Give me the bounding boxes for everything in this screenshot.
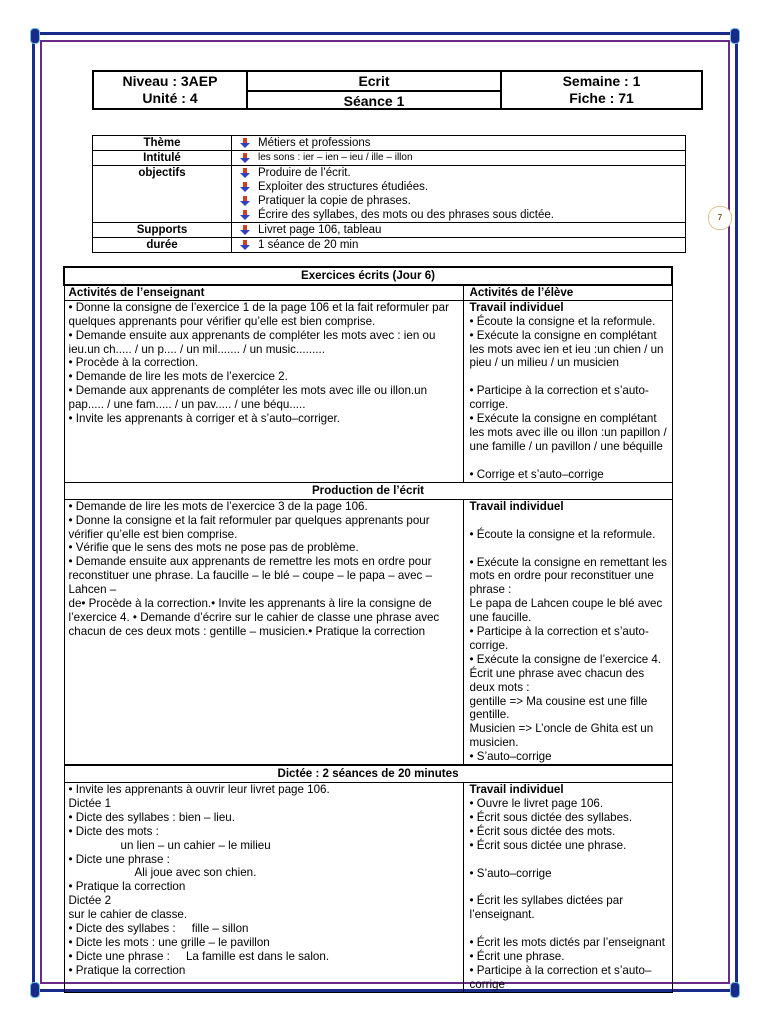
activities-table: [63, 266, 673, 993]
teacher-line: un lien – un cahier – le milieu: [120, 838, 271, 852]
student-line: • Écoute la consigne et la reformule.: [469, 527, 656, 541]
student-line: [470, 542, 668, 556]
student-head: Travail individuel: [469, 783, 564, 796]
student-line: • Participe à la correction et s’auto–corrige: [469, 964, 652, 991]
student-line: • Écrit les syllabes dictées par l’enseignant.: [469, 894, 624, 922]
teacher-line: • Demande de lire les mots de l’exercice 3 de la page 106.: [68, 499, 368, 513]
sec2-title: Production de l’écrit: [64, 482, 672, 499]
supports-label: Supports: [93, 223, 232, 238]
student-line: [470, 514, 668, 528]
student-line: • Exécute la consigne de l’exercice 4.: [469, 652, 662, 666]
teacher-line: • Donne la consigne de l’exercice 1 de la page 106 et la fait reformuler par quelques apprenants pour vérifier qu’elle est bien comprise.: [68, 300, 449, 328]
duree-value: 1 séance de 20 min: [258, 239, 359, 251]
arrow-bullet-icon: [240, 182, 250, 192]
student-line: [470, 922, 668, 936]
student-line: • Corrige et s’auto–corrige: [469, 467, 604, 481]
objectif-item: Produire de l’écrit.: [258, 167, 351, 179]
corner-ornament: [30, 28, 40, 44]
objectif-item: Écrire des syllabes, des mots ou des phrases sous dictée.: [258, 209, 554, 221]
fiche: Fiche : 71: [569, 90, 634, 106]
header-session-cell: [248, 72, 502, 108]
teacher-line: Dictée 2: [68, 894, 112, 908]
teacher-line: • Demande de lire les mots de l’exercice 2.: [68, 370, 288, 384]
semaine: Semaine : 1: [562, 73, 641, 89]
teacher-line: • Procède à la correction.: [68, 356, 199, 370]
intitule-value: les sons : ier – ien – ieu / ille – illon: [258, 152, 413, 163]
ecrit: Ecrit: [248, 72, 500, 92]
student-line: • S’auto–corrige: [469, 866, 552, 880]
student-line: [470, 454, 668, 468]
student-line: Écrit une phrase avec chacun des deux mots :: [469, 666, 645, 694]
intitule-label: Intitulé: [93, 151, 232, 166]
teacher-line: sur le cahier de classe.: [68, 908, 188, 922]
student-line: [470, 370, 668, 384]
student-line: Musicien => L’oncle de Ghita est un musicien.: [469, 722, 654, 750]
student-line: • Écrit sous dictée des syllabes.: [469, 810, 633, 824]
teacher-line: • Dicte des mots :: [68, 824, 159, 838]
student-line: [470, 853, 668, 867]
arrow-bullet-icon: [240, 240, 250, 250]
corner-ornament: [30, 982, 40, 998]
student-line: • Écrit une phrase.: [469, 950, 565, 964]
student-line: [470, 880, 668, 894]
student-head: Travail individuel: [469, 499, 564, 513]
sec2-student-cell: [463, 499, 672, 765]
teacher-line: • Dicte les mots : une grille – le pavillon: [68, 935, 270, 949]
student-line: • Écrit sous dictée une phrase.: [469, 838, 627, 852]
teacher-line: • Dicte des syllabes : fille – sillon: [68, 922, 249, 936]
page-tab[interactable]: 7: [708, 206, 732, 230]
student-line: • Ouvre le livret page 106.: [469, 796, 604, 810]
teacher-line: • Invite les apprenants à ouvrir leur livret page 106.: [68, 783, 330, 796]
student-line: • Écrit sous dictée des mots.: [469, 824, 616, 838]
duree-label: durée: [93, 238, 232, 253]
student-line: gentille => Ma cousine est une fille gentille.: [469, 694, 648, 722]
col-student-header: Activités de l’élève: [463, 285, 672, 300]
objectif-item: Exploiter des structures étudiées.: [258, 181, 429, 193]
student-line: • S’auto–corrige: [469, 750, 552, 764]
teacher-line: • Dicte une phrase :: [68, 852, 170, 866]
teacher-line: • Vérifie que le sens des mots ne pose pas de problème.: [68, 541, 359, 555]
teacher-line: • Donne la consigne et la fait reformuler par quelques apprenants pour vérifier qu’elle est bien comprise.: [68, 513, 430, 541]
objectif-item: Pratiquer la copie de phrases.: [258, 195, 411, 207]
theme-label: Thème: [93, 136, 232, 151]
arrow-bullet-icon: [240, 196, 250, 206]
teacher-line: • Demande ensuite aux apprenants de remettre les mots en ordre pour reconstituer une phrase. La faucille – le blé – coupe – le papa – avec – Lahcen –: [68, 555, 433, 597]
teacher-line: • Dicte des syllabes : bien – lieu.: [68, 810, 235, 824]
header-level-cell: [94, 72, 248, 108]
sec3-title: Dictée : 2 séances de 20 minutes: [64, 765, 672, 782]
arrow-bullet-icon: [240, 168, 250, 178]
student-line: • Participe à la correction et s’auto-corrige.: [469, 384, 649, 412]
theme-value: Métiers et professions: [258, 137, 371, 149]
teacher-line: • Demande ensuite aux apprenants de compléter les mots avec : ien ou ieu.un ch..... / un p.... / un mil....... / un music.........: [68, 328, 436, 356]
supports-value: Livret page 106, tableau: [258, 224, 382, 236]
arrow-bullet-icon: [240, 153, 250, 163]
unite: Unité : 4: [142, 90, 198, 106]
teacher-line: • Dicte une phrase : La famille est dans le salon.: [68, 949, 330, 963]
niveau: Niveau : 3AEP: [122, 73, 218, 89]
header-week-cell: [502, 72, 701, 108]
sec2-teacher-cell: [64, 499, 463, 765]
arrow-bullet-icon: [240, 225, 250, 235]
corner-ornament: [730, 28, 740, 44]
table-title: Exercices écrits (Jour 6): [64, 267, 672, 285]
student-line: • Participe à la correction et s’auto-corrige.: [469, 625, 649, 652]
header-table: [92, 70, 703, 110]
teacher-line: Dictée 1: [68, 796, 112, 810]
col-teacher-header: Activités de l’enseignant: [64, 285, 463, 300]
arrow-bullet-icon: [240, 138, 250, 148]
teacher-line: • Demande aux apprenants de compléter les mots avec ille ou illon.un pap..... / une fam..... / un pav..... / une béqu.....: [68, 384, 428, 412]
student-line: • Écrit les mots dictés par l’enseignant: [469, 936, 665, 950]
student-head: Travail individuel: [469, 300, 564, 314]
seance: Séance 1: [343, 93, 405, 109]
teacher-line: • Pratique la correction: [68, 880, 186, 894]
objectifs-label: objectifs: [93, 166, 232, 223]
sec3-teacher-cell: [64, 783, 463, 993]
teacher-line: • Invite les apprenants à corriger et à s’auto–corriger.: [68, 412, 341, 426]
teacher-line: Ali joue avec son chien.: [134, 866, 257, 880]
sec3-student-cell: [463, 783, 672, 993]
corner-ornament: [730, 982, 740, 998]
sec1-teacher-cell: [64, 300, 463, 482]
arrow-bullet-icon: [240, 210, 250, 220]
sec1-student-cell: [463, 300, 672, 482]
teacher-line: • Pratique la correction: [68, 963, 186, 977]
student-line: • Exécute la consigne en complétant les mots avec ien et ieu :un chien / un pieu / un milieu / un musicien: [469, 328, 664, 370]
student-line: Le papa de Lahcen coupe le blé avec une faucille.: [469, 597, 663, 625]
student-line: • Exécute la consigne en complétant les mots avec ille ou illon :un papillon / une famille / un pavillon / une béquille: [469, 412, 667, 453]
info-table: [92, 135, 686, 253]
teacher-line: de• Procède à la correction.• Invite les apprenants à lire la consigne de l’exercice 4. • Demande d’écrire sur le cahier de classe une phrase avec chacun de ces deux mots : gentille – musicien.• Pratique la correction: [68, 597, 440, 638]
student-line: • Exécute la consigne en remettant les mots en ordre pour reconstituer une phrase :: [469, 555, 667, 597]
student-line: • Écoute la consigne et la reformule.: [469, 314, 656, 328]
